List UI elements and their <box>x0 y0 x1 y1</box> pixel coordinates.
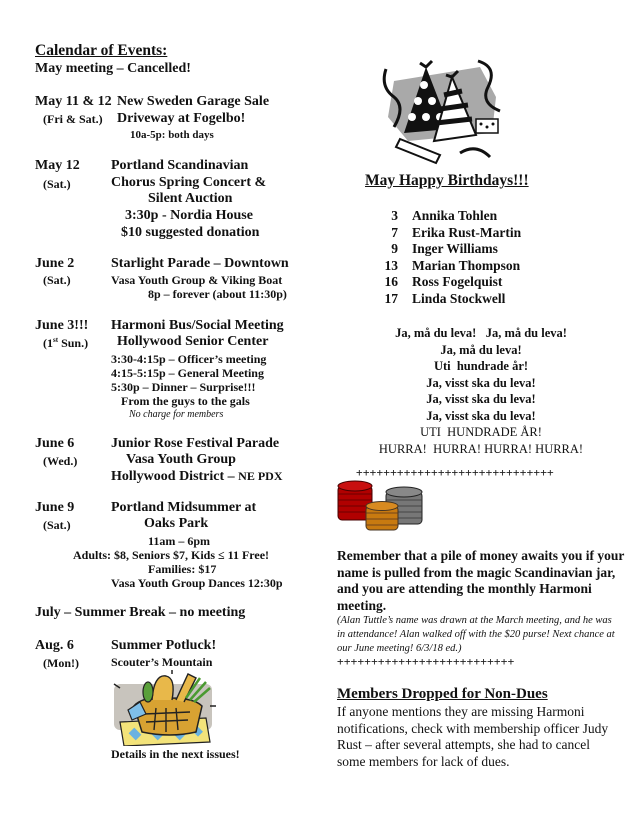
song-line: Uti hundrade år! <box>433 359 529 373</box>
event-day: (Wed.) <box>43 454 78 468</box>
song-line: Ja, visst ska du leva! <box>426 392 536 406</box>
event-detail: Vasa Youth Group & Viking Boat <box>111 273 283 287</box>
party-hats-icon <box>380 57 510 165</box>
event-detail: Details in the next issues! <box>111 747 240 761</box>
event-detail: Hollywood Senior Center <box>117 334 269 349</box>
event-detail: 10a-5p: both days <box>130 129 214 141</box>
event-detail: Silent Auction <box>148 191 233 206</box>
event-detail: From the guys to the gals <box>121 394 250 408</box>
song-line: Ja, visst ska du leva! <box>426 408 536 423</box>
event-detail: Chorus Spring Concert & <box>111 175 267 190</box>
calendar-heading: Calendar of Events: <box>35 42 168 59</box>
divider: +++++++++++++++++++++++++++++ <box>356 466 554 479</box>
event-note: No charge for members <box>129 409 224 420</box>
event-date: June 3!!! <box>35 318 89 333</box>
event-detail: $10 suggested donation <box>121 225 260 240</box>
event-detail: Hollywood District – NE PDX <box>111 469 283 484</box>
picnic-basket-icon <box>110 670 216 746</box>
event-title: Junior Rose Festival Parade <box>111 436 280 451</box>
divider: ++++++++++++++++++++++++++ <box>337 655 515 668</box>
event-date: June 2 <box>35 256 75 271</box>
song-line: HURRA! HURRA! HURRA! HURRA! <box>378 441 584 456</box>
money-reminder: Remember that a pile of money awaits you if your name is pulled from the magic Scandinavian jar, and you are attending the monthly Harmoni meeting. <box>337 548 625 613</box>
birthday-song <box>340 325 622 457</box>
dropped-text: If anyone mentions they are missing Harmoni notifications, check with membership officer Judy Rust – after several attempts, she had to cancel some members for lack of dues. <box>337 704 609 769</box>
event-title: Summer Potluck! <box>111 638 217 653</box>
event-title: Portland Midsummer at <box>111 500 257 515</box>
may-meeting-notice: May meeting – Cancelled! <box>35 61 191 76</box>
event-date: May 11 & 12 <box>35 94 112 109</box>
coin-stacks-icon <box>336 480 426 532</box>
event-detail: 3:30p - Nordia House <box>125 208 253 223</box>
event-detail: Scouter’s Mountain <box>111 655 213 669</box>
song-line: UTI HUNDRADE ÅR! <box>420 425 542 439</box>
song-line: Ja, må du leva! Ja, må du leva! <box>395 326 567 340</box>
event-date: June 6 <box>35 436 75 451</box>
event-detail: 8p – forever (about 11:30p) <box>148 287 287 301</box>
event-day: (Sat.) <box>43 273 71 287</box>
birthdays-heading: May Happy Birthdays!!! <box>365 172 529 189</box>
event-detail: 5:30p – Dinner – Surprise!!! <box>111 380 256 394</box>
event-detail: Families: $17 <box>148 562 217 576</box>
money-note: (Alan Tuttle’s name was drawn at the March meeting, and he was in attendance! Alan walked off with the $20 purse! Next chance at our June meeting! 6/3/18 ed.) <box>337 615 615 654</box>
event-title: Harmoni Bus/Social Meeting <box>111 318 284 333</box>
event-title: Starlight Parade – Downtown <box>111 256 289 271</box>
event-detail: Oaks Park <box>144 516 209 531</box>
event-title: New Sweden Garage Sale <box>117 94 270 109</box>
event-day: (Sat.) <box>43 518 71 532</box>
event-day: (Fri & Sat.) <box>43 112 103 126</box>
event-detail: Vasa Youth Group <box>126 452 236 467</box>
song-line: Ja, visst ska du leva! <box>426 375 536 390</box>
event-date: May 12 <box>35 158 80 173</box>
event-detail: 3:30-4:15p – Officer’s meeting <box>111 352 267 366</box>
event-date: June 9 <box>35 500 75 515</box>
event-title: Portland Scandinavian <box>111 158 249 173</box>
event-detail: Vasa Youth Group Dances 12:30p <box>111 576 283 590</box>
event-detail: Adults: $8, Seniors $7, Kids ≤ 11 Free! <box>73 548 270 562</box>
event-day: (Sat.) <box>43 177 71 191</box>
event-detail: Driveway at Fogelbo! <box>117 111 246 126</box>
event-day: (1st Sun.) <box>43 336 89 350</box>
event-day: (Mon!) <box>43 656 79 670</box>
event-detail: 11am – 6pm <box>148 534 211 548</box>
dropped-heading: Members Dropped for Non-Dues <box>337 686 548 702</box>
event-detail: 4:15-5:15p – General Meeting <box>111 366 264 380</box>
song-line: Ja, må du leva! <box>440 342 522 357</box>
event-date: Aug. 6 <box>35 638 74 653</box>
july-break-notice: July – Summer Break – no meeting <box>35 605 246 620</box>
